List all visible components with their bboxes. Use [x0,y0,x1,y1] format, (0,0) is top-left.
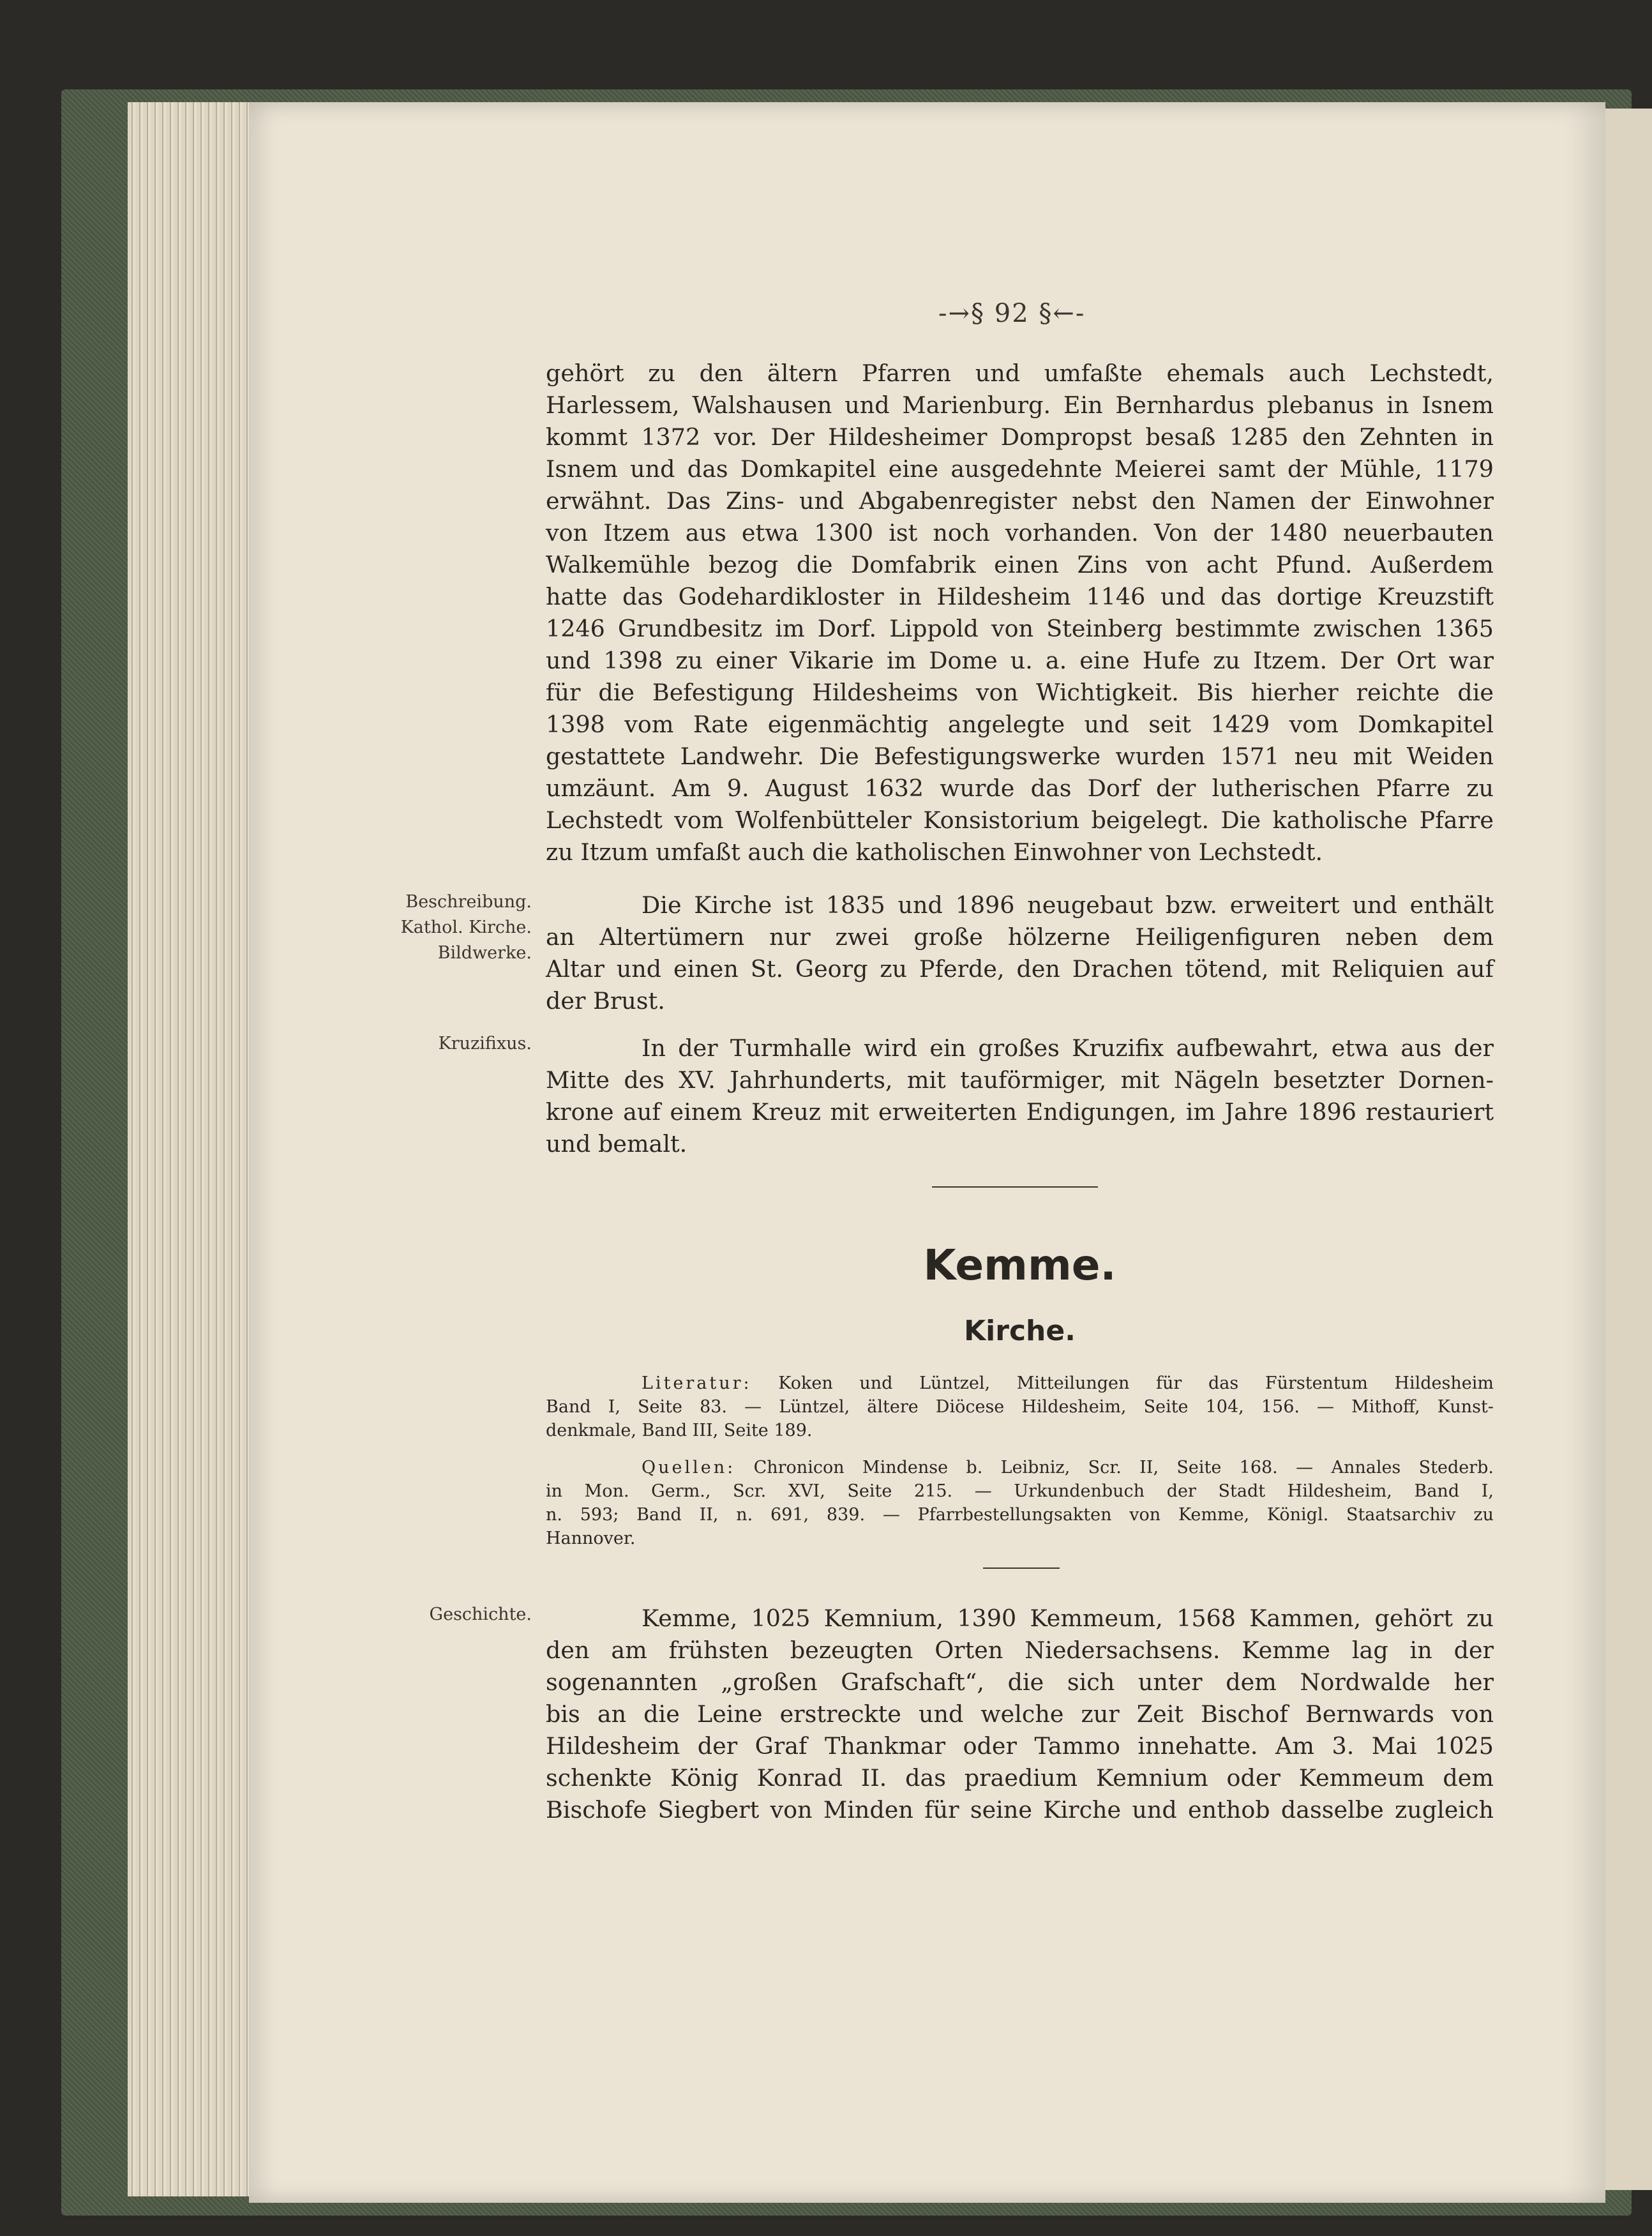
text-line: Kemme, 1025 Kemnium, 1390 Kemmeum, 1568 Kammen, gehört zu [642,1605,1494,1632]
margin-note-bildwerke: Bildwerke. [437,943,532,963]
text-line: für die Befestigung Hildesheims von Wichtigkeit. Bis hierher reichte die [546,679,1494,706]
text-line: Altar und einen St. Georg zu Pferde, den Drachen tötend, mit Reliquien auf [546,955,1494,983]
text-line: Hannover. [546,1529,636,1548]
text-line: der Brust. [546,987,665,1015]
text-line: Bischofe Siegbert von Minden für seine Kirche und enthob dasselbe zugleich [546,1796,1494,1824]
section-divider [932,1186,1098,1188]
text-line: Hildesheim der Graf Thankmar oder Tammo innehatte. Am 3. Mai 1025 [546,1732,1494,1760]
text-line: in Mon. Germ., Scr. XVI, Seite 215. — Urkundenbuch der Stadt Hildesheim, Band I, [546,1481,1494,1501]
text-line [546,1456,1494,1479]
text-line: Die Kirche ist 1835 und 1896 neugebaut bzw. erweitert und enthält [642,891,1494,919]
text-line: n. 593; Band II, n. 691, 839. — Pfarrbestellungsakten von Kemme, Königl. Staatsarchiv zu [546,1505,1494,1525]
literature-text: Koken und Lüntzel, Mitteilungen für das Fürstentum Hildesheim [778,1373,1494,1393]
text-line: Mitte des XV. Jahrhunderts, mit tauförmiger, mit Nägeln besetzter Dornen- [546,1066,1494,1094]
page-number-ornament-right: §←- [1039,299,1086,328]
page-number [938,299,1085,328]
text-line: kommt 1372 vor. Der Hildesheimer Dompropst besaß 1285 den Zehnten in [546,423,1494,451]
text-line: schenkte König Konrad II. das praedium Kemnium oder Kemmeum dem [546,1764,1494,1792]
paragraph-history-itzum [546,358,1494,868]
text-line: den am frühsten bezeugten Orten Niedersachsens. Kemme lag in der [546,1636,1494,1664]
text-line: bis an die Leine erstreckte und welche zur Zeit Bischof Bernwards von [546,1700,1494,1728]
text-line [546,1371,1494,1395]
text-line: und 1398 zu einer Vikarie im Dome u. a. eine Hufe zu Itzem. Der Ort war [546,647,1494,674]
paragraph-description [546,889,1494,1017]
text-line: gestattete Landwehr. Die Befestigungswerke wurden 1571 neu mit Weiden [546,743,1494,770]
text-line: krone auf einem Kreuz mit erweiterten Endigungen, im Jahre 1896 restauriert [546,1098,1494,1126]
paragraph-history-kemme [546,1603,1494,1826]
section-subtitle: Kirche. [964,1315,1076,1347]
page-number-ornament-left: -→§ [938,299,986,328]
section-title: Kemme. [923,1241,1116,1290]
literature-block [546,1371,1494,1442]
sources-block [546,1456,1494,1550]
text-line: denkmale, Band III, Seite 189. [546,1421,813,1440]
margin-note-geschichte: Geschichte. [429,1605,532,1624]
text-line: Walkemühle bezog die Domfabrik einen Zins von acht Pfund. Außerdem [546,551,1494,578]
margin-note-kirche: Kathol. Kirche. [400,918,532,937]
text-line: Lechstedt vom Wolfenbütteler Konsistorium beigelegt. Die katholische Pfarre [546,806,1494,834]
page-edges [128,102,255,2196]
text-line: umzäunt. Am 9. August 1632 wurde das Dorf der lutherischen Pfarre zu [546,774,1494,802]
page-number-value: 92 [994,299,1030,328]
sources-label: Quellen: [642,1458,736,1477]
text-line: zu Itzum umfaßt auch die katholischen Einwohner von Lechstedt. [546,838,1323,866]
text-line: an Altertümern nur zwei große hölzerne Heiligenfiguren neben dem [546,923,1494,951]
text-line: und bemalt. [546,1130,687,1158]
text-line: 1398 vom Rate eigenmächtig angelegte und seit 1429 vom Domkapitel [546,711,1494,738]
margin-note-beschreibung: Beschreibung. [405,892,532,912]
text-line: hatte das Godehardikloster in Hildesheim 1146 und das dortige Kreuzstift [546,583,1494,610]
paragraph-crucifix [546,1032,1494,1160]
text-line: In der Turmhalle wird ein großes Kruzifix aufbewahrt, etwa aus der [642,1034,1494,1062]
text-line: erwähnt. Das Zins- und Abgabenregister nebst den Namen der Einwohner [546,487,1494,515]
text-line: Band I, Seite 83. — Lüntzel, ältere Diöcese Hildesheim, Seite 104, 156. — Mithoff, Kunst- [546,1397,1494,1417]
text-line: 1246 Grundbesitz im Dorf. Lippold von Steinberg bestimmte zwischen 1365 [546,615,1494,642]
margin-note-kruzifixus: Kruzifixus. [438,1034,532,1054]
sources-divider [983,1567,1060,1569]
sources-text: Chronicon Mindense b. Leibniz, Scr. II, Seite 168. — Annales Stederb. [753,1458,1494,1477]
text-line: Harlessem, Walshausen und Marienburg. Ein Bernhardus plebanus in Isnem [546,391,1494,419]
text-line: Isnem und das Domkapitel eine ausgedehnte Meierei samt der Mühle, 1179 [546,455,1494,483]
text-line: sogenannten „großen Grafschaft“, die sich unter dem Nordwalde her [546,1668,1494,1696]
text-line: von Itzem aus etwa 1300 ist noch vorhanden. Von der 1480 neuerbauten [546,519,1494,547]
text-line: gehört zu den ältern Pfarren und umfaßte ehemals auch Lechstedt, [546,359,1494,387]
literature-label: Literatur: [642,1373,752,1393]
